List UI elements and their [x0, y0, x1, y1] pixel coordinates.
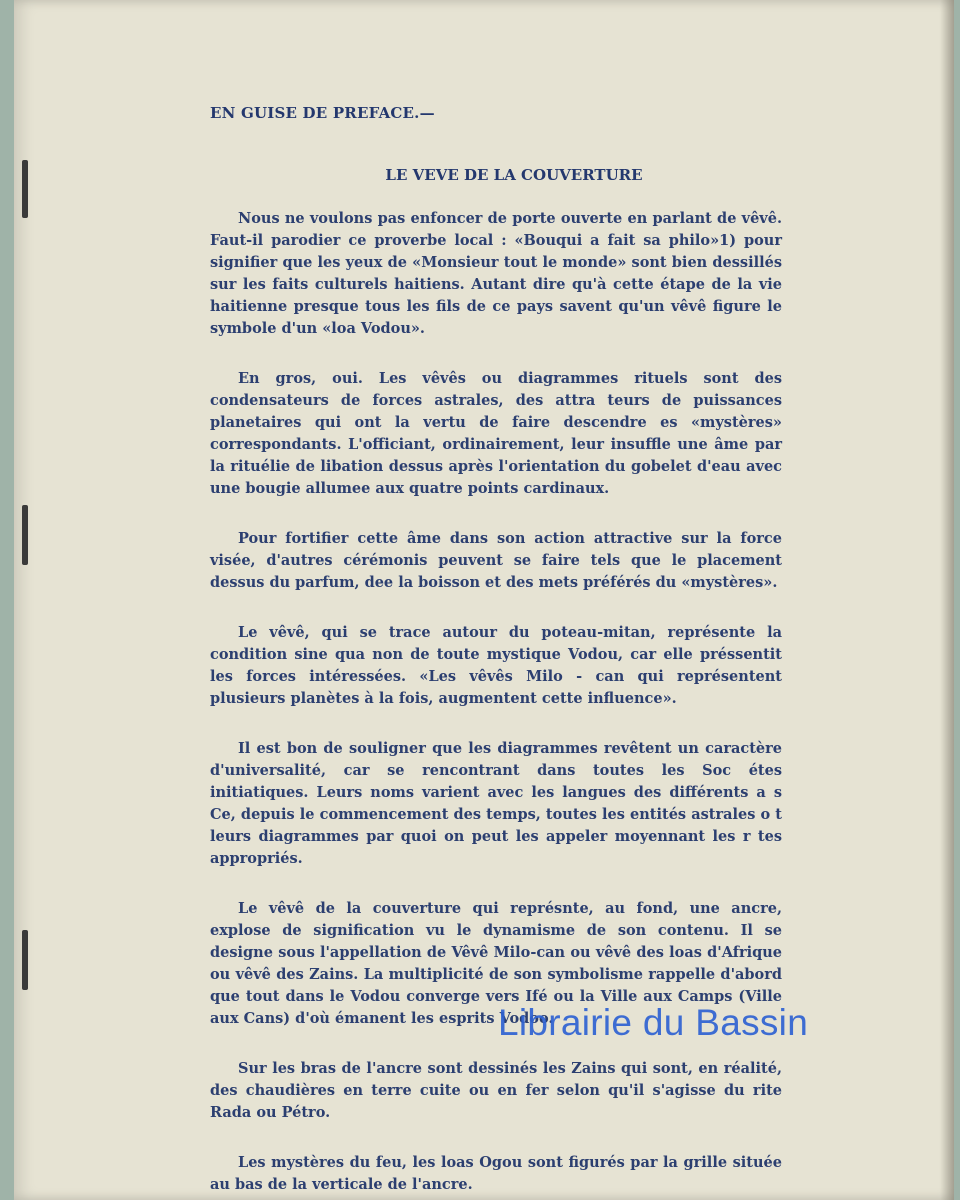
- paragraph: En gros, oui. Les vêvês ou diagrammes rituels sont des condensateurs de forces astrales, des attra teurs de puissances planetaires qui ont la vertu de faire descendre es «mystères» correspondants. L'officiant, ordinairement, leur insuffle une âme par la rituélie de libation dessus après l'orientation du gobelet d'eau avec une bougie allumee aux quatre points cardinaux.: [210, 370, 782, 497]
- paragraph: Sur les bras de l'ancre sont dessinés les Zains qui sont, en réalité, des chaudières en terre cuite ou en fer selon qu'il s'agisse du rite Rada ou Pétro.: [210, 1060, 782, 1121]
- paragraph: Le vêvê, qui se trace autour du poteau-mitan, représente la condition sine qua non de toute mystique Vodou, car elle préssentit les forces intéressées. «Les vêvês Milo - can qui représentent plusieurs planètes à la fois, augmentent cette influence».: [210, 624, 782, 707]
- preface-heading: EN GUISE DE PREFACE.—: [210, 104, 435, 122]
- paragraph: Nous ne voulons pas enfoncer de porte ouverte en parlant de vêvê. Faut-il parodier ce proverbe local : «Bouqui a fait sa philo»1) pour signifier que les yeux de «Monsieur tout le monde» sont bien dessillés sur les faits culturels haitiens. Autant dire qu'à cette étape de la vie haitienne presque tous les fils de ce pays savent qu'un vêvê figure le symbole d'un «loa Vodou».: [210, 210, 782, 337]
- paragraph: Les mystères du feu, les loas Ogou sont figurés par la grille située au bas de la verticale de l'ancre.: [210, 1154, 782, 1193]
- binding-stitch: [22, 505, 28, 565]
- watermark: Librairie du Bassin: [498, 1002, 809, 1043]
- paragraph: Il est bon de souligner que les diagrammes revêtent un caractère d'universalité, car se rencontrant dans toutes les Soc étes initiatiques. Leurs noms varient avec les langues des différents a s Ce, depuis le commencement des temps, toutes les entités astrales o t leurs diagrammes par quoi on peut les appeler moyennant les r tes appropriés.: [210, 740, 782, 867]
- book-page: [14, 0, 954, 1200]
- paragraph: Le vêvê de la couverture qui représnte, au fond, une ancre, explose de signification vu le dynamisme de son contenu. Il se designe sous l'appellation de Vêvê Milo-can ou vêvê des loas d'Afrique ou vêvê des Zains. La multiplicité de son symbolisme rappelle d'abord que tout dans le Vodou converge vers Ifé ou la Ville aux Camps (Ville aux Cans) d'où émanent les esprits Vodoo.: [210, 900, 782, 1027]
- binding-stitch: [22, 930, 28, 990]
- body-text: [210, 208, 782, 1200]
- section-title: LE VEVE DE LA COUVERTURE: [385, 166, 643, 184]
- paragraph: Pour fortifier cette âme dans son action attractive sur la force visée, d'autres cérémonis peuvent se faire tels que le placement dessus du parfum, dee la boisson et des mets préférés du «mystères».: [210, 530, 782, 591]
